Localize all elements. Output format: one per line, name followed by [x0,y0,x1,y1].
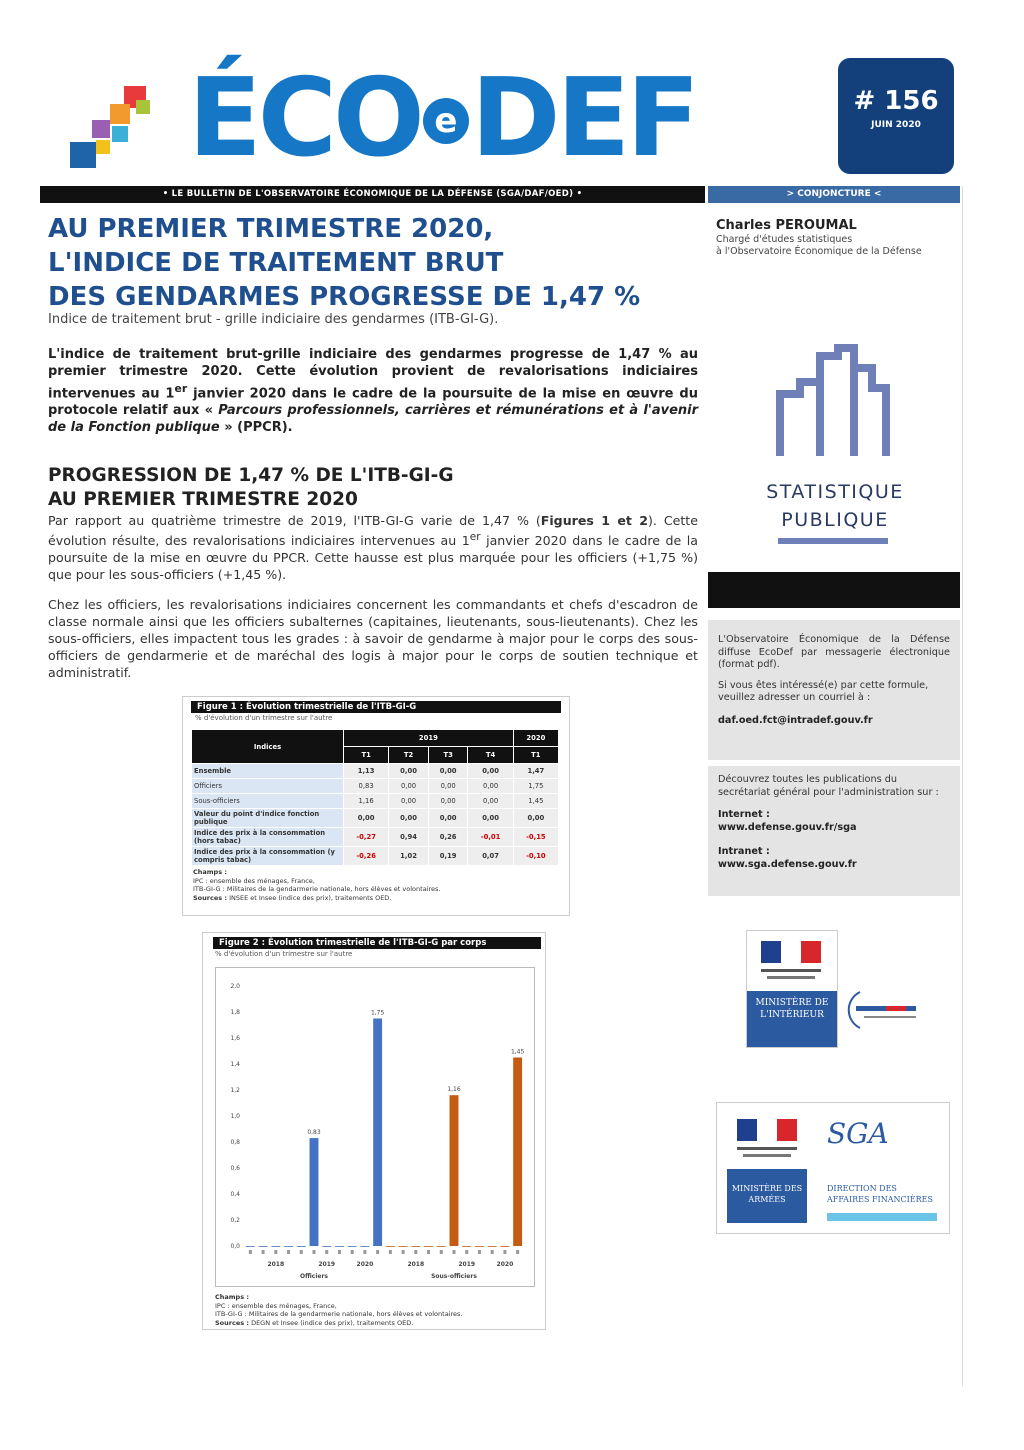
chart-bar [322,1246,331,1247]
row-label: Sous-officiers [192,794,344,809]
table-row [192,794,559,809]
table-header-indices: Indices [192,730,344,764]
table-header-quarter: T1 [344,747,389,764]
table-cell: 0,00 [513,809,558,828]
x-tick-mark [249,1250,252,1254]
table-cell: 1,02 [389,847,429,866]
x-year-label: 2020 [356,1261,374,1268]
table-cell: -0,01 [468,828,513,847]
logo-text-eco: ÉCO [188,56,421,181]
row-label: Indice des prix à la consommation (y compris tabac) [192,847,344,866]
title-line: L'INDICE DE TRAITEMENT BRUT [48,248,504,278]
figure-2-chart [202,932,546,1330]
table-header-quarter: T4 [468,747,513,764]
figure-1-table [182,696,570,916]
figure-1-title: Figure 1 : Évolution trimestrielle de l'ITB-GI-G [191,701,561,713]
chart-bar [284,1246,293,1247]
table-header-quarter: T3 [428,747,468,764]
table-cell: 0,94 [389,828,429,847]
marianne-flag-icon [727,1111,807,1167]
table-cell: -0,15 [513,828,558,847]
x-tick-mark [478,1250,481,1254]
table-cell: 0,00 [389,809,429,828]
y-tick-label: 1,0 [230,1113,240,1120]
publications-text: Découvrez toutes les publications du secrétariat général pour l'administration sur : [718,774,939,798]
subscription-text: L'Observatoire Économique de la Défense diffuse EcoDef par messagerie électronique (format pdf). [718,634,950,670]
y-tick-label: 0,4 [230,1191,240,1198]
para-text: Par rapport au quatrième trimestre de 2019, l'ITB-GI-G varie de 1,47 % ( [48,513,541,528]
article-subtitle: Indice de traitement brut - grille indiciaire des gendarmes (ITB-GI-G). [48,312,499,327]
row-label: Valeur du point d'indice fonction publique [192,809,344,828]
chart-bar [399,1246,408,1247]
chart-bar [437,1246,446,1247]
page-rule [962,186,963,1386]
marianne-flag-icon [747,931,837,991]
chart-bar [386,1246,395,1247]
section-band: > CONJONCTURE < [708,186,960,203]
sga-label: SGA [827,1117,889,1150]
table-row [192,809,559,828]
statistique-publique-logo-icon [774,344,892,464]
y-tick-label: 0,0 [230,1243,240,1250]
x-tick-mark [300,1250,303,1254]
issue-date: JUIN 2020 [871,120,921,130]
lead-sup: er [174,382,188,395]
para-bold: Figures 1 et 2 [540,513,648,528]
table-cell: 0,00 [428,809,468,828]
x-tick-mark [389,1250,392,1254]
chart-bar [271,1246,280,1247]
article-title [48,212,708,314]
issue-number: # 156 [853,86,939,116]
lead-paragraph [48,346,698,436]
x-year-label: 2020 [496,1261,514,1268]
author-role [716,234,956,258]
chart-bar [500,1246,509,1247]
internet-link[interactable]: www.defense.gouv.fr/sga [718,821,857,833]
publications-box [708,766,960,896]
chart-bar [411,1246,420,1247]
chart-bar [462,1246,471,1247]
table-header-quarter: T2 [389,747,429,764]
bar-chart [215,967,535,1287]
table-cell: 0,00 [468,794,513,809]
chart-bar [259,1246,268,1247]
table-cell: 0,00 [389,764,429,779]
y-tick-label: 1,8 [230,1009,240,1016]
chart-bar [450,1095,459,1246]
table-cell: 0,00 [468,764,513,779]
figure-1-notes [183,868,569,902]
lead-italic: Parcours professionnels, carrières et rémunérations et à l'avenir de la Fonction publique [48,403,699,436]
table-cell: 0,00 [428,764,468,779]
sources-label: Sources : [215,1318,249,1327]
note-line: IPC : ensemble des ménages, France, [193,876,315,885]
table-cell: 0,07 [468,847,513,866]
x-tick-mark [516,1250,519,1254]
y-tick-label: 2,0 [230,983,240,990]
x-year-label: 2018 [267,1261,285,1268]
x-tick-mark [313,1250,316,1254]
table-header-quarter: T1 [513,747,558,764]
x-tick-mark [325,1250,328,1254]
chart-bar [513,1058,522,1247]
author-name: Charles PEROUMAL [716,218,857,233]
y-tick-label: 0,2 [230,1217,240,1224]
x-tick-mark [262,1250,265,1254]
logo-e-circle: e [423,98,469,144]
table-cell: 0,00 [428,794,468,809]
ministere-armees-label: MINISTÈRE DES ARMÉES [727,1169,807,1223]
stat-line: PUBLIQUE [781,509,889,531]
table-cell: 0,19 [428,847,468,866]
table-cell: 1,16 [344,794,389,809]
body-paragraph: Chez les officiers, les revalorisations indiciaires concernent les commandants et chefs d'escadron de classe normale ainsi que les officiers subalternes (capitaines, lieutenants, sous-lieutenants). Chez les sous-officiers, elles impactent tous les grades : à savoir de gendarme à major pour le corps des sous-officiers de gendarmerie et de maréchal des logis à major pour le corps de soutien technique et administratif. [48,597,698,680]
sources-text: DEGN et Insee (indice des prix), traitements OED. [251,1318,414,1327]
x-tick-mark [402,1250,405,1254]
subscription-box [708,620,960,760]
table-cell: -0,26 [344,847,389,866]
table-cell: 1,75 [513,779,558,794]
row-label: Ensemble [192,764,344,779]
table-cell: 0,00 [428,779,468,794]
table-row [192,764,559,779]
note-line: ITB-GI-G : Militaires de la gendarmerie nationale, hors élèves et volontaires. [215,1310,463,1318]
chart-bar [246,1246,255,1247]
statistique-publique-text [760,478,910,534]
chart-bar [335,1246,344,1247]
chart-bar [360,1246,369,1247]
x-year-label: 2019 [318,1261,336,1268]
chart-bar [310,1138,319,1246]
data-label: 1,45 [510,1048,525,1056]
x-tick-mark [414,1250,417,1254]
table-cell: 1,45 [513,794,558,809]
para-sup: er [469,531,481,543]
para-text: janvier 2020 dans le cadre de la poursuite de la mise en œuvre du PPCR. Cette hausse est plus marquée pour les officiers (+1,75 %) que pour les sous-officiers (+1,45 %). [48,533,698,583]
chart-bar [297,1246,306,1247]
daf-label: DIRECTION DES AFFAIRES FINANCIÈRES [827,1184,933,1204]
x-tick-mark [351,1250,354,1254]
row-label: Indice des prix à la consommation (hors tabac) [192,828,344,847]
y-tick-label: 0,6 [230,1165,240,1172]
body-paragraph [48,512,698,583]
issue-badge [838,58,954,174]
bulletin-band: • LE BULLETIN DE L'OBSERVATOIRE ÉCONOMIQUE DE LA DÉFENSE (SGA/DAF/OED) • [40,186,705,203]
ministere-interieur-label: MINISTÈRE DE L'INTÉRIEUR [747,991,837,1047]
sources-text: INSEE et Insee (indice des prix), traitements OED. [229,893,392,902]
subscription-email-link[interactable]: daf.oed.fct@intradef.gouv.fr [718,714,873,726]
chart-bar [348,1246,357,1247]
x-tick-mark [453,1250,456,1254]
lead-text: L'indice de traitement brut-grille indiciaire des gendarmes progresse de 1,47 % au premier trimestre 2020. Cette évolution provient de revalorisations indiciaires intervenues au 1 [48,347,698,402]
x-tick-mark [440,1250,443,1254]
note-line: ITB-GI-G : Militaires de la gendarmerie nationale, hors élèves et volontaires. [193,885,441,893]
subscription-text: Si vous êtes intéressé(e) par cette formule, veuillez adresser un courriel à : [718,679,929,703]
x-tick-mark [427,1250,430,1254]
x-tick-mark [376,1250,379,1254]
author-role-line: Chargé d'études statistiques [716,234,853,245]
section-heading [48,464,698,512]
data-label: 1,75 [370,1009,385,1017]
table-cell: 0,00 [389,779,429,794]
x-year-label: 2019 [458,1261,476,1268]
table-cell: 0,00 [468,779,513,794]
y-tick-label: 1,6 [230,1035,240,1042]
author-role-line: à l'Observatoire Économique de la Défense [716,246,922,257]
indices-table [191,729,559,866]
chart-bar [424,1246,433,1247]
x-tick-mark [287,1250,290,1254]
x-tick-mark [274,1250,277,1254]
data-label: 1,16 [447,1086,461,1094]
intranet-link[interactable]: www.sga.defense.gouv.fr [718,858,857,870]
title-line: AU PREMIER TRIMESTRE 2020, [48,214,494,244]
table-cell: 0,00 [389,794,429,809]
table-cell: 0,00 [344,809,389,828]
lead-text: » (PPCR). [219,420,293,436]
table-row [192,828,559,847]
figure-2-title: Figure 2 : Évolution trimestrielle de l'ITB-GI-G par corps [213,937,541,949]
sources-label: Sources : [193,893,227,902]
table-cell: -0,27 [344,828,389,847]
figure-2-notes [205,1293,462,1327]
internet-label: Internet : [718,809,770,820]
chart-bar [488,1246,497,1247]
table-row [192,779,559,794]
y-tick-label: 1,2 [230,1087,240,1094]
logo-text-def: DEF [470,56,697,181]
y-tick-label: 0,8 [230,1139,240,1146]
table-cell: -0,10 [513,847,558,866]
lead-text: janvier 2020 dans le cadre de la poursuite de la mise en œuvre du protocole relatif aux « [48,386,698,419]
chart-bar [475,1246,484,1247]
x-tick-mark [465,1250,468,1254]
x-tick-mark [338,1250,341,1254]
intranet-label: Intranet : [718,846,770,857]
table-cell: 0,00 [468,809,513,828]
para-text: ). Cette évolution résulte, des revalorisations indiciaires intervenues au 1 [48,513,698,549]
y-tick-label: 1,4 [230,1061,240,1068]
stat-line: STATISTIQUE [766,481,904,503]
table-header-year: 2019 [344,730,514,747]
chart-bar [373,1019,382,1247]
sidebar-black-bar [708,572,960,608]
x-tick-mark [363,1250,366,1254]
stat-underline [778,538,888,544]
x-tick-mark [491,1250,494,1254]
section-heading-line: AU PREMIER TRIMESTRE 2020 [48,489,358,510]
x-year-label: 2018 [407,1261,425,1268]
ecodef-logo [188,54,696,184]
notes-label: Champs : [193,868,227,876]
figure-2-subtitle: % d'évolution d'un trimestre sur l'autre [215,950,353,958]
figure-1-subtitle: % d'évolution d'un trimestre sur l'autre [195,714,333,722]
row-label: Officiers [192,779,344,794]
note-line: IPC : ensemble des ménages, France, [215,1301,337,1310]
table-header-year: 2020 [513,730,558,747]
x-group-label: Officiers [299,1273,329,1280]
table-row [192,847,559,866]
ministere-interieur-logo [746,930,838,1048]
table-cell: 0,26 [428,828,468,847]
notes-label: Champs : [215,1293,249,1301]
gendarmerie-logo-icon [846,986,922,1034]
ecodef-logo-cubes-icon [62,82,162,174]
daf-underline [827,1213,937,1221]
table-cell: 0,83 [344,779,389,794]
x-tick-mark [503,1250,506,1254]
title-line: DES GENDARMES PROGRESSE DE 1,47 % [48,282,641,312]
sga-logo-block [716,1102,950,1234]
section-heading-line: PROGRESSION DE 1,47 % DE L'ITB-GI-G [48,465,454,486]
x-group-label: Sous-officiers [431,1273,477,1280]
data-label: 0,83 [307,1129,321,1137]
table-cell: 1,47 [513,764,558,779]
table-cell: 1,13 [344,764,389,779]
